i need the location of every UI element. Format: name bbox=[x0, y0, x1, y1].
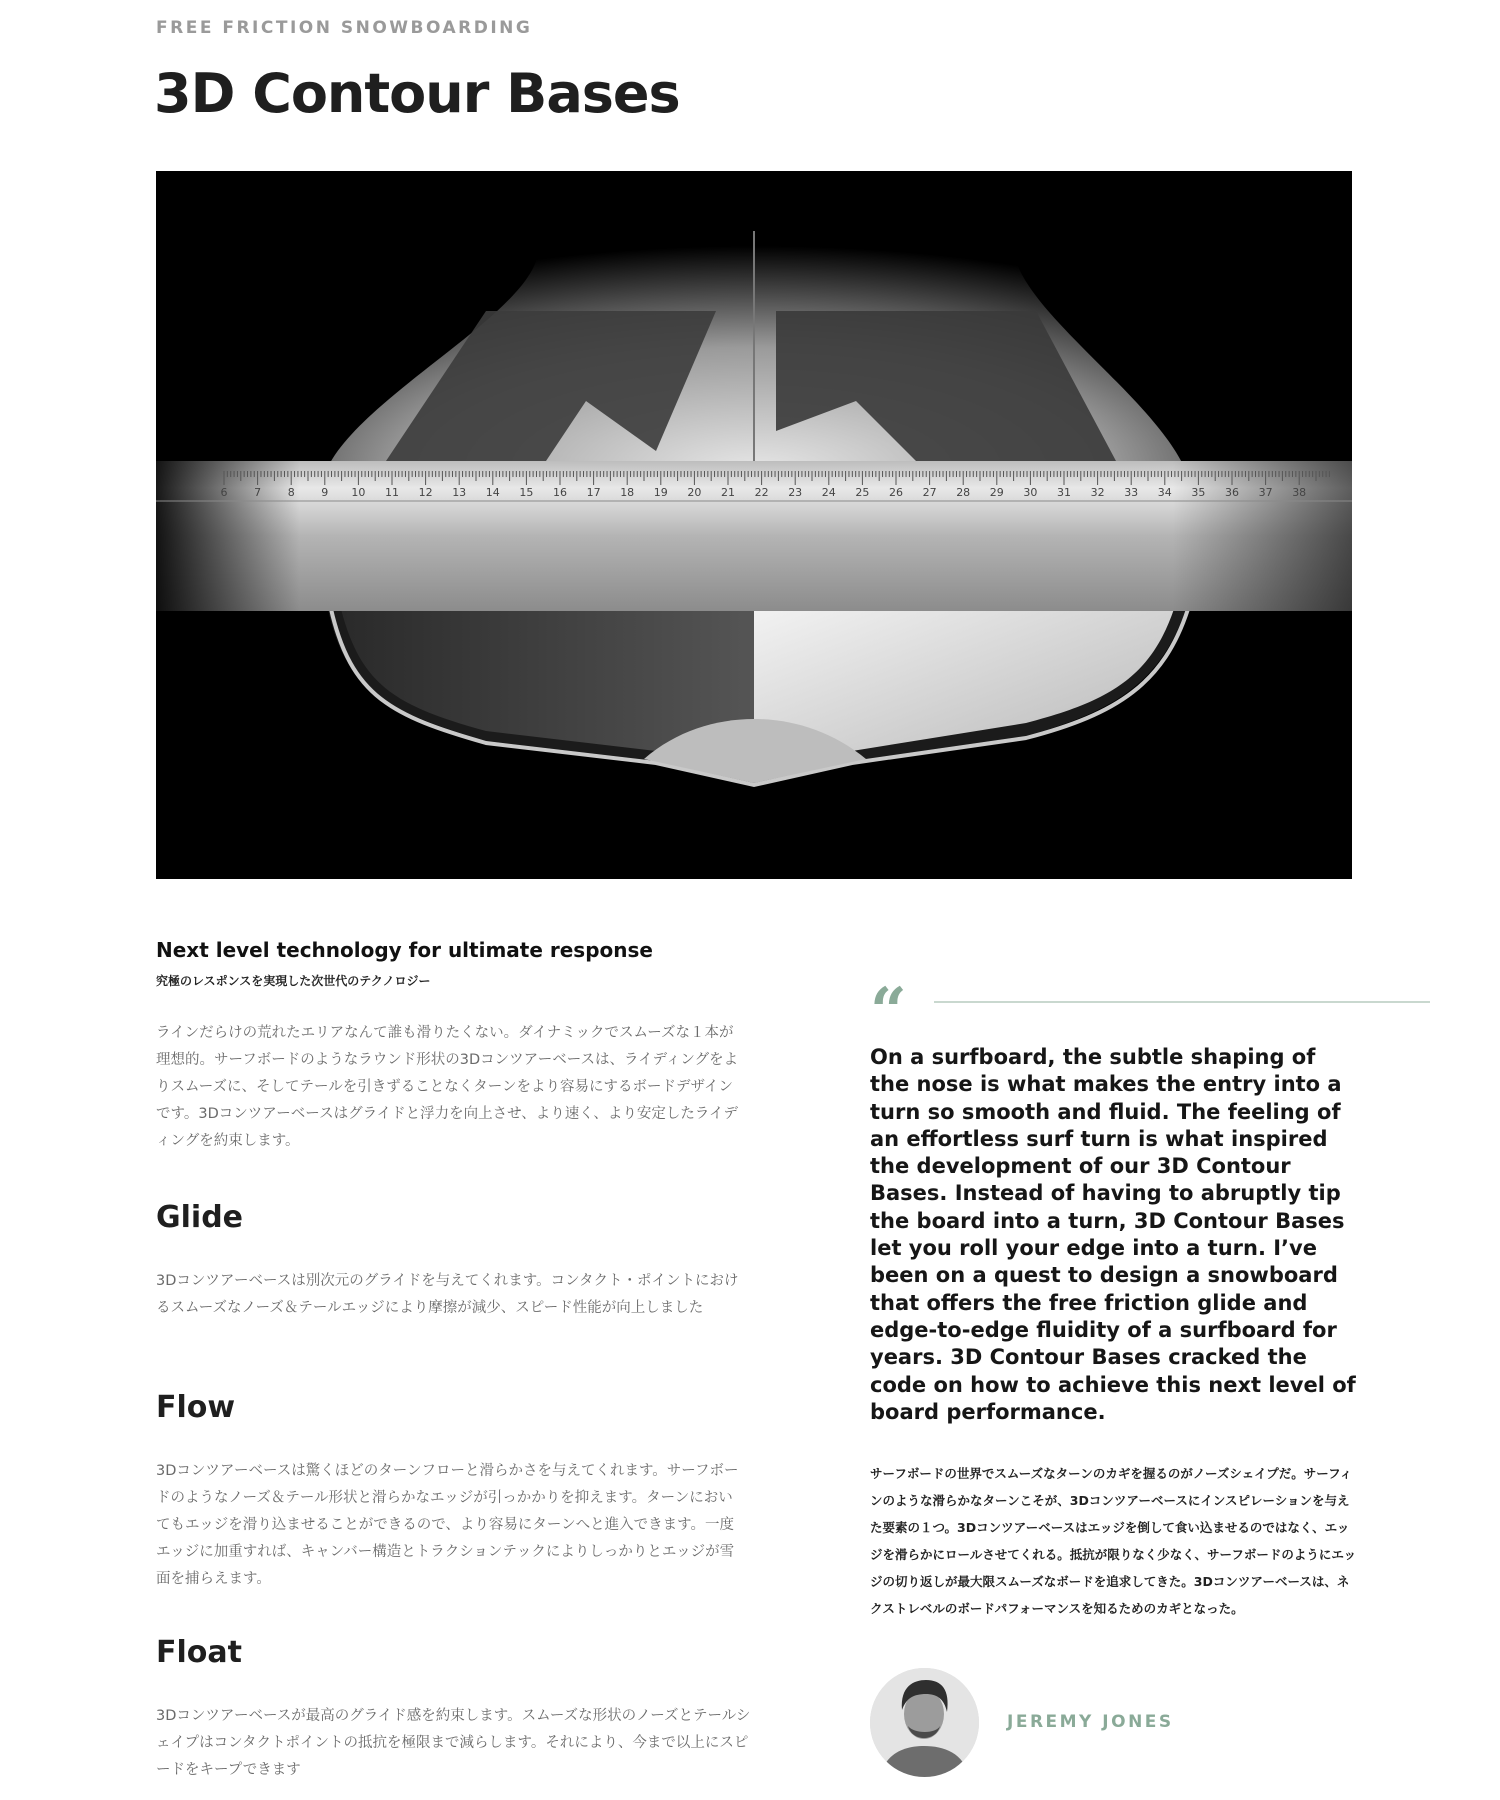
quote-author bbox=[870, 1668, 1430, 1778]
intro-heading: Next level technology for ultimate response bbox=[156, 938, 653, 962]
quote-mark-icon: “ bbox=[870, 974, 907, 1049]
section-title-glide: Glide bbox=[156, 1200, 244, 1235]
ruler-label: 30 bbox=[1023, 486, 1038, 499]
section-body-float: 3Dコンツアーベースが最高のグライド感を約束します。スムーズな形状のノーズとテールシェイプはコンタクトポイントの抵抗を極限まで減らします。それにより、今まで以上にスピードをキープできます bbox=[156, 1708, 751, 1778]
ruler-label: 20 bbox=[687, 486, 702, 499]
ruler-label: 29 bbox=[989, 486, 1004, 499]
author-name: JEREMY JONES bbox=[1007, 1712, 1174, 1732]
ruler-label: 35 bbox=[1191, 486, 1206, 499]
quote-divider bbox=[934, 1001, 1430, 1003]
hero-image bbox=[156, 171, 1352, 879]
intro-body: ラインだらけの荒れたエリアなんて誰も滑りたくない。ダイナミックでスムーズな１本が理想的。サーフボードのようなラウンド形状の3Dコンツアーベースは、ライディングをよりスムーズに、そしてテールを引きずることなくターンをより容易にするボードデザインです。3Dコンツアーベースはグライドと浮力を向上させ、より速く、より安定したライディングを約束します。 bbox=[156, 1025, 739, 1149]
ruler-label: 13 bbox=[452, 486, 467, 499]
section-body-glide: 3Dコンツアーベースは別次元のグライドを与えてくれます。コンタクト・ポイントにおけるスムーズなノーズ＆テールエッジにより摩擦が減少、スピード性能が向上しました bbox=[156, 1273, 739, 1316]
quote-text: On a surfboard, the subtle shaping of the nose is what makes the entry into a turn so smooth and fluid. The feeling of an effortless surf turn is what inspired the development of our 3D Contour Bases. Instead of having to abruptly tip the board into a turn, 3D Contour Bases let you roll your edge into a turn. I’ve been on a quest to design a snowboard that offers the free friction glide and edge-to-edge fluidity of a surfboard for years. 3D Contour Bases cracked the code on how to achieve this next level of board performance. bbox=[870, 1045, 1356, 1424]
ruler-label: 9 bbox=[321, 486, 329, 499]
ruler-label: 28 bbox=[956, 486, 971, 499]
eyebrow-label: FREE FRICTION SNOWBOARDING bbox=[156, 18, 533, 38]
page-title: 3D Contour Bases bbox=[154, 62, 680, 125]
section-body-flow: 3Dコンツアーベースは驚くほどのターンフローと滑らかさを与えてくれます。サーフボードのようなノーズ＆テール形状と滑らかなエッジが引っかかりを抑えます。ターンにおいてもエッジを滑り込ませることができるので、より容易にターンへと進入できます。一度エッジに加重すれば、キャンバー構造とトラクションテックによりしっかりとエッジが雪面を捕らえます。 bbox=[156, 1463, 739, 1587]
ruler-label: 25 bbox=[855, 486, 870, 499]
ruler-label: 10 bbox=[351, 486, 366, 499]
ruler-label: 22 bbox=[754, 486, 769, 499]
ruler-label: 34 bbox=[1157, 486, 1172, 499]
ruler-label: 36 bbox=[1225, 486, 1239, 499]
ruler-label: 23 bbox=[788, 486, 803, 499]
ruler-label: 37 bbox=[1258, 486, 1273, 499]
ruler-label: 31 bbox=[1057, 486, 1071, 499]
ruler-label: 7 bbox=[254, 486, 262, 499]
ruler-label: 16 bbox=[553, 486, 567, 499]
ruler-label: 32 bbox=[1090, 486, 1105, 499]
ruler-label: 21 bbox=[721, 486, 735, 499]
ruler-label: 15 bbox=[519, 486, 534, 499]
quote-text-jp: サーフボードの世界でスムーズなターンのカギを握るのがノーズシェイプだ。サーフィンのような滑らかなターンこそが、3Dコンツアーベースにインスピレーションを与えた要素の１つ。3Dコンツアーベースはエッジを倒して食い込ませるのではなく、エッジを滑らかにロールさせてくれる。抵抗が限りなく少なく、サーフボードのようにエッジの切り返しが最大限スムーズなボードを追求してきた。3Dコンツアーベースは、ネクストレベルのボードパフォーマンスを知るためのカギとなった。 bbox=[870, 1466, 1357, 1616]
ruler-label: 12 bbox=[418, 486, 433, 499]
section-title-flow: Flow bbox=[156, 1390, 236, 1425]
section-title-float: Float bbox=[156, 1635, 242, 1670]
ruler-label: 6 bbox=[220, 486, 228, 499]
ruler-label: 18 bbox=[620, 486, 635, 499]
avatar bbox=[870, 1668, 979, 1777]
ruler-label: 27 bbox=[922, 486, 937, 499]
ruler-label: 38 bbox=[1292, 486, 1307, 499]
ruler-label: 8 bbox=[287, 486, 295, 499]
intro-heading-jp: 究極のレスポンスを実現した次世代のテクノロジー bbox=[156, 974, 431, 988]
ruler-label: 17 bbox=[586, 486, 601, 499]
ruler-label: 14 bbox=[485, 486, 500, 499]
ruler-label: 11 bbox=[385, 486, 399, 499]
left-column bbox=[156, 938, 751, 1778]
ruler-label: 26 bbox=[889, 486, 903, 499]
ruler-label: 24 bbox=[821, 486, 836, 499]
ruler-label: 33 bbox=[1124, 486, 1139, 499]
ruler-label: 19 bbox=[653, 486, 668, 499]
